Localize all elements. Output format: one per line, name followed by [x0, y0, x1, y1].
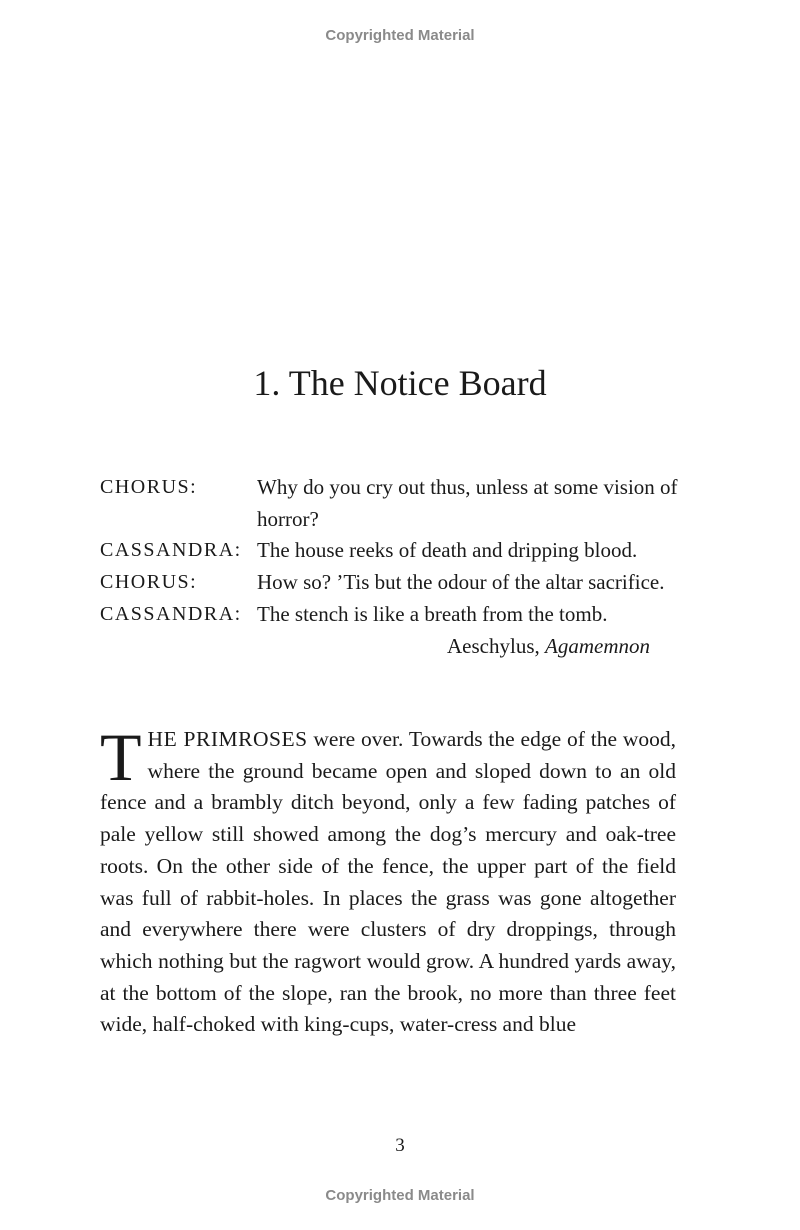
attribution-author: Aeschylus,	[447, 633, 546, 658]
paragraph-text: were over. Towards the edge of the wood, where the ground became open and sloped down to an old fence and a brambly ditch beyond, only a few fading patches of pale yellow still showed among the dog’s mercury and oak-tree roots. On the other side of the fence, the upper part of the field was full of rabbit-holes. In places the grass was gone altogether and everywhere there were clusters of dry droppings, through which nothing but the ragwort would grow. A hundred yards away, at the bottom of the slope, ran the brook, no more than three feet wide, half-choked with king-cups, water-cress and blue	[100, 727, 676, 1037]
speech-text: How so? ’Tis but the odour of the altar sacrifice.	[257, 570, 665, 595]
lead-in-caps: HE PRIMROSES	[147, 727, 308, 751]
speech-text: The house reeks of death and dripping blood.	[257, 538, 638, 563]
copyright-watermark-bottom: Copyrighted Material	[325, 1187, 475, 1204]
chapter-title: 1. The Notice Board	[253, 363, 547, 403]
epigraph-line	[100, 472, 680, 535]
epigraph-line	[100, 599, 680, 631]
speech-text: Why do you cry out thus, unless at some vision of horror?	[257, 475, 678, 531]
drop-cap: T	[100, 719, 142, 795]
page-number: 3	[395, 1135, 405, 1156]
epigraph-line	[100, 567, 680, 599]
epigraph-line	[100, 535, 680, 567]
speaker-label: CHORUS:	[100, 571, 198, 594]
speaker-label: CASSANDRA:	[100, 539, 242, 562]
speech-text: The stench is like a breath from the tomb.	[257, 601, 608, 626]
epigraph	[100, 472, 680, 662]
attribution-work: Agamemnon	[545, 633, 650, 658]
epigraph-attribution	[100, 631, 680, 663]
copyright-watermark-top: Copyrighted Material	[325, 27, 475, 44]
speaker-label: CASSANDRA:	[100, 602, 242, 625]
speaker-label: CHORUS:	[100, 476, 198, 498]
body-paragraph	[100, 719, 676, 1041]
